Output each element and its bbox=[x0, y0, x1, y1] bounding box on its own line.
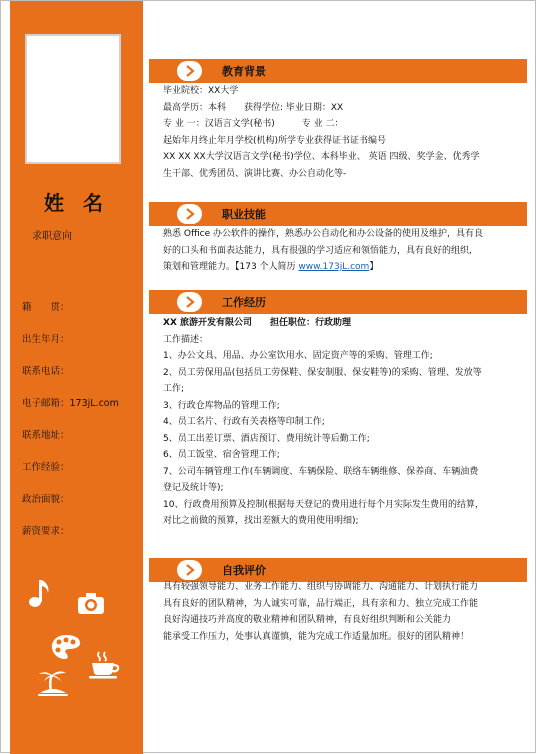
chevron-right-icon bbox=[177, 61, 202, 81]
education-line: 生干部、优秀团员、演讲比赛、办公自动化等- bbox=[163, 168, 347, 179]
self-line: 具有良好的团队精神，为人诚实可靠，品行端正，具有亲和力、独立完成工作能 bbox=[163, 598, 479, 609]
education-line: 最高学历：本科 获得学位: 毕业日期：XX bbox=[163, 102, 344, 113]
self-line: 良好沟通技巧并高度的敬业精神和团队精神，有良好组织判断和公关能力 bbox=[163, 615, 452, 625]
section-title-education: 教育背景 bbox=[222, 65, 266, 78]
work-line: 工作; bbox=[163, 384, 185, 394]
work-line: 4、员工名片、行政有关表格等印制工作; bbox=[163, 417, 325, 427]
photo-placeholder bbox=[25, 34, 121, 164]
section-header-education bbox=[149, 59, 527, 83]
person-name: 姓 名 bbox=[44, 191, 109, 215]
self-content bbox=[163, 579, 518, 645]
skills-last-suffix: 】 bbox=[369, 262, 379, 272]
camera-icon bbox=[77, 591, 105, 615]
info-political: 政治面貌： bbox=[22, 494, 70, 505]
skills-line: 熟悉 Office 办公软件的操作，熟悉办公自动化和办公设备的使用及维护，具有良 bbox=[163, 229, 483, 239]
info-experience: 工作经验： bbox=[22, 462, 70, 473]
skills-line bbox=[163, 259, 518, 276]
palette-icon bbox=[50, 633, 82, 661]
info-email: 电子邮箱：173jL.com bbox=[22, 398, 119, 409]
section-title-skills: 职业技能 bbox=[222, 208, 266, 221]
skills-content bbox=[163, 226, 518, 276]
island-icon bbox=[36, 667, 70, 697]
work-line: 2、员工劳保用品(包括员工劳保鞋、保安制服、保安鞋等)的采购、管理、发放等 bbox=[163, 367, 482, 378]
skills-last-prefix: 策划和管理能力。【173 个人简历 bbox=[163, 262, 299, 272]
skills-line: 好的口头和书面表达能力，具有很强的学习适应和领悟能力，具有良好的组织, bbox=[163, 245, 472, 256]
section-header-work bbox=[149, 290, 527, 314]
education-line: XX XX XX大学汉语言文学(秘书)学位、本科毕业、 英语 四级、奖学金、优秀学 bbox=[163, 152, 480, 162]
music-note-icon bbox=[28, 577, 52, 609]
info-phone: 联系电话： bbox=[22, 366, 70, 377]
info-hometown: 籍 贯： bbox=[22, 302, 70, 313]
work-line: 7、公司车辆管理工作(车辆调度、车辆保险、联络车辆维修、保养商、车辆油费 bbox=[163, 466, 479, 477]
education-line: 毕业院校：XX大学 bbox=[163, 86, 239, 96]
work-content bbox=[163, 315, 518, 530]
work-line: 工作描述： bbox=[163, 334, 209, 345]
education-content bbox=[163, 83, 518, 182]
education-line: 专 业 一：汉语言文学(秘书) 专 业 二： bbox=[163, 119, 344, 129]
section-title-work: 工作经历 bbox=[222, 296, 266, 309]
work-line: 6、员工饭堂、宿舍管理工作; bbox=[163, 450, 280, 460]
website-link[interactable]: www.173jL.com bbox=[298, 262, 370, 272]
work-line: 对比之前做的预算，找出差额大的费用使用明细); bbox=[163, 516, 359, 526]
work-line: 10、行政费用预算及控制(根据每天登记的费用进行每个月实际发生费用的结算， bbox=[163, 499, 484, 510]
work-line: 1、办公文具、用品、办公室饮用水、固定资产等的采购、管理工作; bbox=[163, 351, 433, 361]
work-line: 登记及统计等); bbox=[163, 483, 224, 493]
work-company: XX 旅游开发有限公司 担任职位：行政助理 bbox=[163, 318, 352, 328]
chevron-right-icon bbox=[177, 292, 202, 312]
info-birth: 出生年月： bbox=[22, 334, 70, 345]
section-title-self: 自我评价 bbox=[222, 564, 266, 577]
self-line: 具有较强领导能力、业务工作能力、组织与协调能力、沟通能力、计划执行能力 bbox=[163, 582, 479, 592]
info-salary: 薪资要求： bbox=[22, 526, 70, 537]
self-line: 能承受工作压力，处事认真谨慎，能为完成工作适量加班。很好的团队精神！ bbox=[163, 631, 470, 642]
chevron-right-icon bbox=[177, 560, 202, 580]
sidebar bbox=[10, 1, 143, 754]
coffee-cup-icon bbox=[88, 651, 120, 679]
work-line: 3、行政仓库物品的管理工作; bbox=[163, 400, 280, 411]
work-line: 5、员工出差订票、酒店预订、费用统计等后勤工作; bbox=[163, 433, 370, 444]
job-intent: 求职意向 bbox=[32, 231, 72, 242]
info-address: 联系地址： bbox=[22, 430, 70, 441]
section-header-skills bbox=[149, 202, 527, 226]
education-line: 起始年月终止年月学校(机构)所学专业获得证书证书编号 bbox=[163, 135, 387, 146]
chevron-right-icon bbox=[177, 204, 202, 224]
